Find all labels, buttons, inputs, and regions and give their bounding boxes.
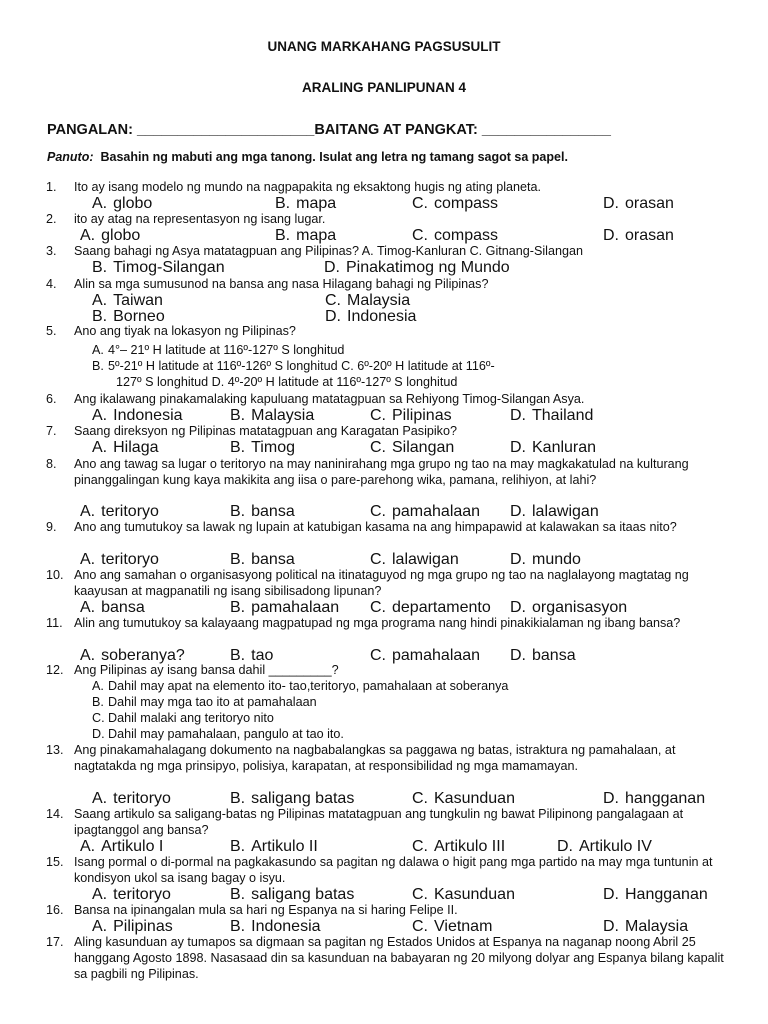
option-text: soberanya?: [101, 647, 185, 664]
option-letter: C.: [325, 292, 341, 309]
answer-option: [100, 375, 457, 389]
question-number: 6.: [46, 392, 57, 406]
option-text: mapa: [296, 227, 337, 244]
option-text: bansa: [532, 647, 576, 664]
option-text: pamahalaan: [251, 599, 340, 616]
option-text: Kasunduan: [434, 886, 515, 903]
option-text: 5º-21º H latitude at 116º-126º S longhitud C. 6º-20º H latitude at 116º-: [108, 359, 495, 373]
option-text: teritoryo: [101, 551, 159, 568]
question-text: Isang pormal o di-pormal na pagkakasundo sa pagitan ng dalawa o higit pang mga partido na may mga tuntunin at kondisyon ukol sa isang bagay o isyu.: [74, 855, 713, 885]
option-text: 4°– 21º H latitude at 116º-127º S longhitud: [108, 343, 345, 357]
option-letter: D.: [324, 259, 340, 276]
option-text: bansa: [101, 599, 145, 616]
instructions-text: Basahin ng mabuti ang mga tanong. Isulat ang letra ng tamang sagot sa papel.: [100, 150, 568, 164]
option-text: Thailand: [532, 407, 594, 424]
answer-option: [92, 259, 225, 277]
option-text: Artikulo II: [251, 838, 318, 855]
option-text: Kanluran: [532, 439, 597, 456]
option-letter: B.: [230, 647, 246, 664]
option-text: Dahil may pamahalaan, pangulo at tao ito.: [108, 727, 344, 741]
option-letter: B.: [275, 227, 291, 244]
option-text: Vietnam: [434, 918, 493, 935]
option-letter: A.: [80, 647, 96, 664]
instructions: [47, 150, 568, 164]
option-letter: D.: [510, 439, 526, 456]
option-letter: A.: [80, 838, 96, 855]
name-grade-row: [47, 122, 611, 138]
answer-option: [92, 695, 317, 709]
option-text: Dahil may apat na elemento ito- tao,teritoryo, pamahalaan at soberanya: [108, 679, 509, 693]
question-text: Ang pinakamahalagang dokumento na nagbabalangkas sa paggawa ng batas, istraktura ng pamahalaan, at nagtatakda ng mga prinsipyo, polisiya, karapatan, at responsibilidad ng mga mamamayan.: [74, 743, 676, 773]
option-text: Hangganan: [625, 886, 708, 903]
option-text: Malaysia: [347, 292, 411, 309]
option-text: Kasunduan: [434, 790, 515, 807]
option-letter: C.: [412, 227, 428, 244]
option-letter: B.: [230, 918, 246, 935]
option-text: Taiwan: [113, 292, 163, 309]
option-text: teritoryo: [113, 886, 171, 903]
option-text: Timog: [251, 439, 295, 456]
answer-option: [92, 711, 274, 725]
option-letter: B.: [230, 551, 246, 568]
answer-option: [324, 259, 510, 277]
option-letter: C.: [370, 407, 386, 424]
option-letter: B.: [230, 790, 246, 807]
grade-section-label: BAITANG AT PANGKAT: ________________: [314, 122, 611, 138]
question-text: Alin ang tumutukoy sa kalayaang magpatupad ng mga programa nang hindi pinakikialaman ng ibang bansa?: [74, 616, 681, 630]
question-number: 2.: [46, 212, 57, 226]
option-text: pamahalaan: [392, 503, 481, 520]
question-number: 4.: [46, 277, 57, 291]
option-letter: B.: [230, 886, 246, 903]
option-text: bansa: [251, 551, 295, 568]
option-text: compass: [434, 227, 499, 244]
question-number: 16.: [46, 903, 64, 917]
option-letter: A.: [92, 439, 108, 456]
option-text: Dahil may mga tao ito at pamahalaan: [108, 695, 317, 709]
option-letter: A.: [80, 503, 96, 520]
option-text: pamahalaan: [392, 647, 481, 664]
question-text: Ang Pilipinas ay isang bansa dahil _________?: [74, 663, 339, 677]
option-text: Hilaga: [113, 439, 159, 456]
answer-option: [92, 439, 158, 457]
option-text: Timog-Silangan: [113, 259, 225, 276]
option-text: teritoryo: [101, 503, 159, 520]
answer-option: [92, 727, 344, 741]
question-text: Ano ang tiyak na lokasyon ng Pilipinas?: [74, 324, 296, 338]
option-letter: D.: [510, 551, 526, 568]
question-number: 10.: [46, 568, 64, 582]
answer-option: [230, 439, 295, 457]
name-field-label: PANGALAN: ______________________: [47, 122, 315, 138]
question-number: 9.: [46, 520, 57, 534]
question-number: 8.: [46, 457, 57, 471]
answer-option: [510, 439, 596, 457]
option-letter: D.: [603, 886, 619, 903]
option-text: Dahil malaki ang teritoryo nito: [108, 711, 274, 725]
option-letter: A.: [92, 918, 108, 935]
answer-option: [370, 439, 454, 457]
option-letter: D.: [510, 503, 526, 520]
question-text: Saang bahagi ng Asya matatagpuan ang Pilipinas? A. Timog-Kanluran C. Gitnang-Silangan: [74, 244, 583, 258]
option-text: teritoryo: [113, 790, 171, 807]
option-letter: C.: [370, 503, 386, 520]
answer-option: [92, 359, 495, 373]
question-number: 7.: [46, 424, 57, 438]
question-text: Bansa na ipinangalan mula sa hari ng Espanya na si haring Felipe II.: [74, 903, 458, 917]
question-number: 3.: [46, 244, 57, 258]
option-text: mapa: [296, 195, 337, 212]
answer-option: [92, 343, 344, 357]
option-text: Malaysia: [251, 407, 315, 424]
question-text: Ito ay isang modelo ng mundo na nagpapakita ng eksaktong hugis ng ating planeta.: [74, 180, 542, 194]
option-letter: C.: [412, 838, 428, 855]
option-text: orasan: [625, 227, 674, 244]
option-text: departamento: [392, 599, 491, 616]
question-number: 5.: [46, 324, 57, 338]
option-letter: D.: [510, 599, 526, 616]
question-number: 11.: [46, 616, 63, 630]
option-letter: B.: [230, 407, 246, 424]
question-number: 14.: [46, 807, 64, 821]
question-text: Saang direksyon ng Pilipinas matatagpuan ang Karagatan Pasipiko?: [74, 424, 457, 438]
option-letter: C.: [370, 439, 386, 456]
option-text: Silangan: [392, 439, 455, 456]
option-text: hangganan: [625, 790, 706, 807]
option-letter: B.: [275, 195, 291, 212]
option-letter: D.: [510, 647, 526, 664]
option-text: Artikulo III: [434, 838, 506, 855]
instructions-label: Panuto:: [47, 150, 94, 164]
option-letter: A.: [92, 195, 108, 212]
option-text: mundo: [532, 551, 581, 568]
question-text: Ano ang tumutukoy sa lawak ng lupain at katubigan kasama na ang himpapawid at kalawakan sa itaas nito?: [74, 520, 677, 534]
option-text: lalawigan: [532, 503, 599, 520]
option-text: globo: [101, 227, 141, 244]
question-text: Alin sa mga sumusunod na bansa ang nasa Hilagang bahagi ng Pilipinas?: [74, 277, 489, 291]
option-letter: C.: [412, 195, 428, 212]
exam-title: UNANG MARKAHANG PAGSUSULIT: [267, 39, 501, 54]
option-letter: B.: [92, 359, 104, 373]
subject-title: ARALING PANLIPUNAN 4: [301, 80, 466, 95]
option-text: Indonesia: [251, 918, 321, 935]
option-text: Pinakatimog ng Mundo: [346, 259, 510, 276]
option-text: saligang batas: [251, 886, 355, 903]
option-letter: D.: [557, 838, 573, 855]
option-letter: D.: [603, 790, 619, 807]
option-letter: A.: [92, 886, 108, 903]
question-text: ito ay atag na representasyon ng isang lugar.: [74, 212, 326, 226]
option-letter: C.: [370, 647, 386, 664]
option-letter: C.: [412, 918, 428, 935]
option-text: Indonesia: [347, 308, 417, 325]
option-letter: C.: [370, 599, 386, 616]
question-text: Ano ang samahan o organisasyong political na itinataguyod ng mga grupo ng tao na naglalayong magtatag ng kaayusan at magpanatili ng isang sibilisadong lipunan?: [74, 568, 689, 598]
option-text: lalawigan: [392, 551, 459, 568]
option-text: Artikulo I: [101, 838, 164, 855]
option-letter: B.: [230, 503, 246, 520]
question-text: Saang artikulo sa saligang-batas ng Pilipinas matatagpuan ang tungkulin ng bawat Pilipinong pangalagaan at ipagtanggol ang bansa?: [74, 807, 684, 837]
option-letter: A.: [92, 790, 108, 807]
option-letter: D.: [603, 227, 619, 244]
option-letter: A.: [92, 407, 108, 424]
option-text: Malaysia: [625, 918, 689, 935]
option-text: Artikulo IV: [579, 838, 652, 855]
question-number: 17.: [46, 935, 64, 949]
option-text: Indonesia: [113, 407, 183, 424]
option-letter: C.: [370, 551, 386, 568]
option-text: 127º S longhitud D. 4º-20º H latitude at 116º-127º S longhitud: [116, 375, 458, 389]
option-text: organisasyon: [532, 599, 628, 616]
option-letter: D.: [325, 308, 341, 325]
question-number: 15.: [46, 855, 64, 869]
option-letter: B.: [92, 308, 108, 325]
option-letter: B.: [230, 838, 246, 855]
option-letter: A.: [80, 551, 96, 568]
question-number: 1.: [46, 180, 57, 194]
option-letter: D.: [510, 407, 526, 424]
option-letter: A.: [92, 679, 104, 693]
option-letter: A.: [80, 227, 96, 244]
option-letter: C.: [412, 886, 428, 903]
option-letter: D.: [603, 195, 619, 212]
question-text: Ano ang tawag sa lugar o teritoryo na may naninirahang mga grupo ng tao na may magkakatulad na kulturang pinanggalingan kung kaya makikita ang iisa o pare-parehong wika, pamana, relihiyon, at lahi?: [74, 457, 689, 487]
option-letter: A.: [80, 599, 96, 616]
option-letter: A.: [92, 292, 108, 309]
option-letter: D.: [92, 727, 105, 741]
option-letter: C.: [92, 711, 105, 725]
option-text: tao: [251, 647, 274, 664]
option-text: bansa: [251, 503, 295, 520]
option-text: saligang batas: [251, 790, 355, 807]
option-text: orasan: [625, 195, 674, 212]
option-letter: A.: [92, 343, 104, 357]
question-number: 13.: [46, 743, 64, 757]
option-text: Borneo: [113, 308, 165, 325]
option-text: compass: [434, 195, 499, 212]
option-letter: B.: [230, 599, 246, 616]
option-letter: B.: [230, 439, 246, 456]
option-letter: B.: [92, 695, 104, 709]
option-text: Pilipinas: [392, 407, 452, 424]
option-letter: B.: [92, 259, 108, 276]
option-text: globo: [113, 195, 153, 212]
option-letter: D.: [603, 918, 619, 935]
option-letter: C.: [412, 790, 428, 807]
option-text: Pilipinas: [113, 918, 173, 935]
answer-option: [92, 679, 508, 693]
question-text: Ang ikalawang pinakamalaking kapuluang matatagpuan sa Rehiyong Timog-Silangan Asya.: [74, 392, 585, 406]
question-number: 12.: [46, 663, 64, 677]
question-text: Aling kasunduan ay tumapos sa digmaan sa pagitan ng Estados Unidos at Espanya na naganap noong Abril 25 hanggang Agosto 1898. Nasasaad din sa kasunduan na babayaran ng 20 milyong dolyar ang Espanya bilang kapalit sa pagbili ng Pilipinas.: [74, 935, 724, 981]
